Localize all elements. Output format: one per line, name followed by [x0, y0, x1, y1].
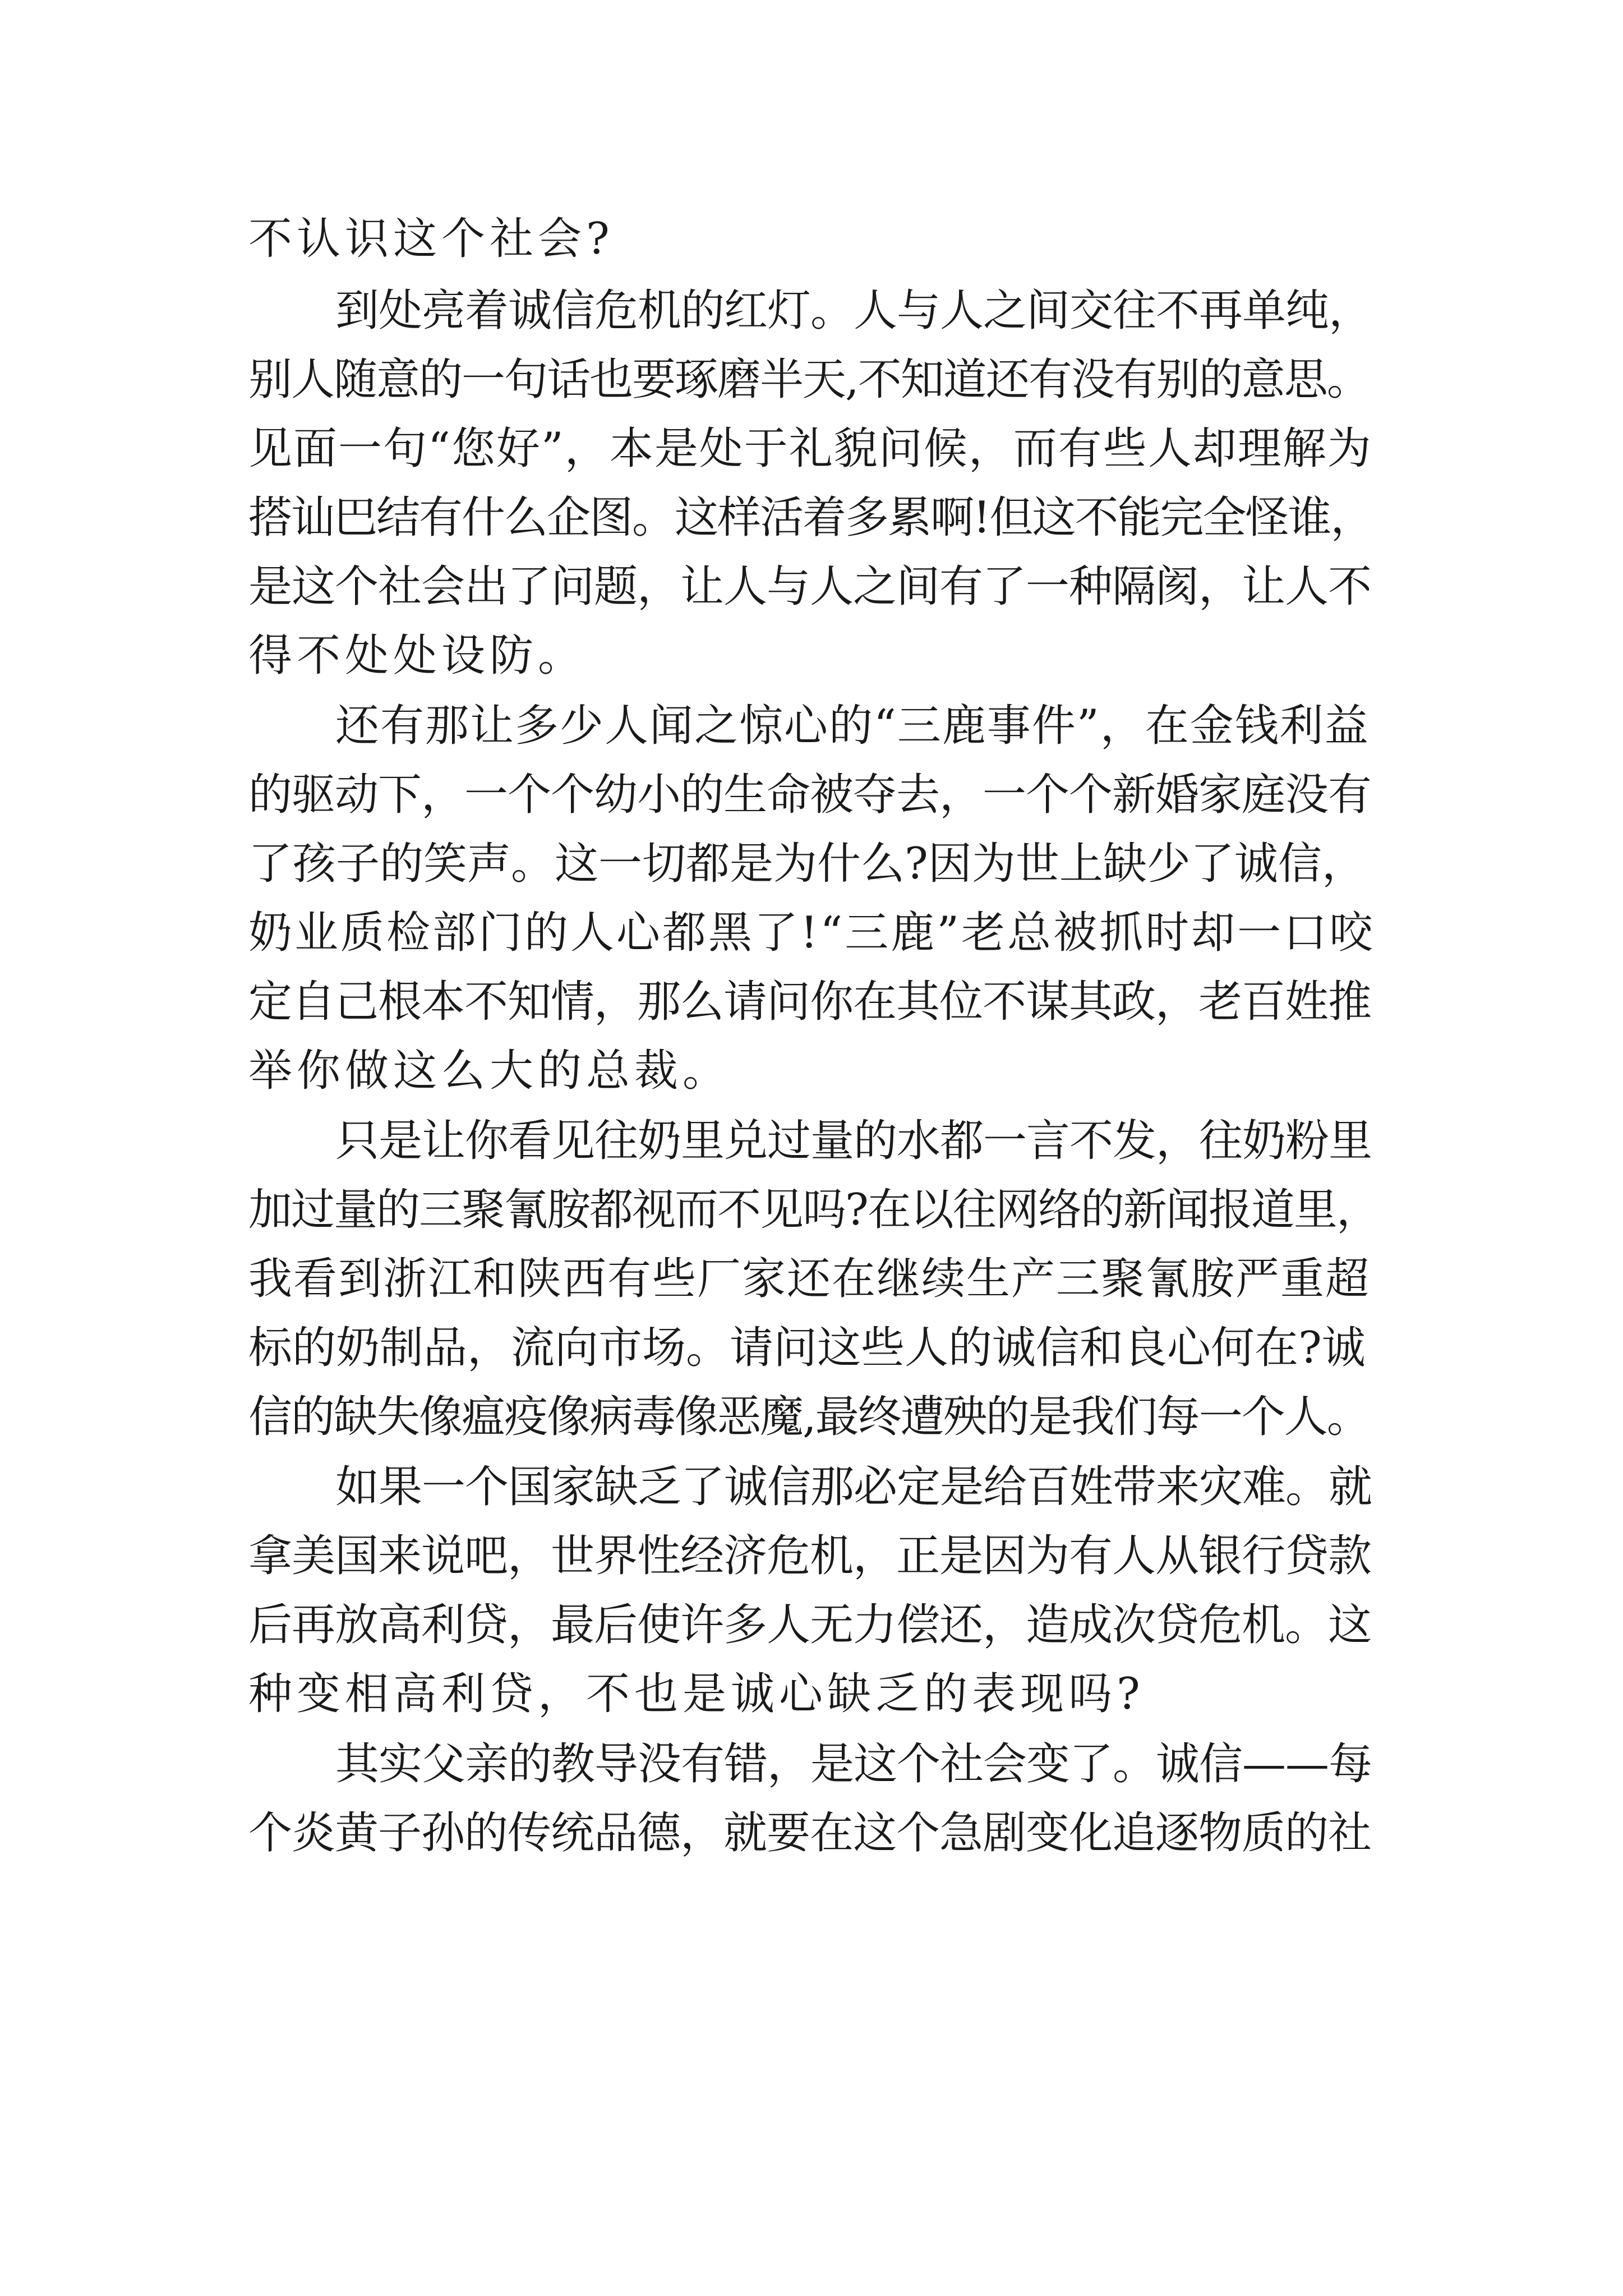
- text-line: 的驱动下，一个个幼小的生命被夺去，一个个新婚家庭没有: [248, 770, 1372, 820]
- text-line: 其实父亲的教导没有错，是这个社会变了。诚信——每: [335, 1739, 1372, 1789]
- text-line: 加过量的三聚氰胺都视而不见吗?在以往网络的新闻报道里，: [248, 1185, 1379, 1235]
- text-line: 信的缺失像瘟疫像病毒像恶魔,最终遭殃的是我们每一个人。: [248, 1392, 1370, 1442]
- text-line: 种变相高利贷，不也是诚心缺乏的表现吗?: [248, 1669, 1145, 1719]
- text-line: 搭讪巴结有什么企图。这样活着多累啊!但这不能完全怪谁，: [248, 493, 1373, 543]
- text-line: 得不处处设防。: [248, 631, 587, 681]
- text-line: 还有那让多少人闻之惊心的“三鹿事件”，在金钱利益: [335, 701, 1370, 751]
- text-line: 后再放高利贷，最后使许多人无力偿还，造成次贷危机。这: [248, 1600, 1372, 1650]
- text-line: 我看到浙江和陕西有些厂家还在继续生产三聚氰胺严重超: [248, 1254, 1371, 1304]
- text-line: 定自己根本不知情，那么请问你在其位不谋其政，老百姓推: [248, 977, 1372, 1027]
- text-line: 拿美国来说吧，世界性经济危机，正是因为有人从银行贷款: [248, 1531, 1372, 1581]
- text-line: 到处亮着诚信危机的红灯。人与人之间交往不再单纯，: [335, 286, 1372, 336]
- text-line: 奶业质检部门的人心都黑了!“三鹿”老总被抓时却一口咬: [248, 908, 1376, 958]
- text-line: 只是让你看见往奶里兑过量的水都一言不发，往奶粉里: [335, 1116, 1372, 1166]
- text-line: 如果一个国家缺乏了诚信那必定是给百姓带来灾难。就: [335, 1462, 1372, 1512]
- text-line: 别人随意的一句话也要琢磨半天,不知道还有没有别的意思。: [248, 355, 1370, 405]
- text-line: 了孩子的笑声。这一切都是为什么?因为世上缺少了诚信，: [248, 839, 1366, 889]
- text-line: 见面一句“您好”，本是处于礼貌问候，而有些人却理解为: [248, 424, 1372, 474]
- text-line: 标的奶制品，流向市场。请问这些人的诚信和良心何在?诚: [248, 1323, 1366, 1373]
- text-line: 是这个社会出了问题，让人与人之间有了一种隔阂，让人不: [248, 562, 1372, 612]
- text-line: 不认识这个社会?: [248, 214, 614, 264]
- text-line: 个炎黄子孙的传统品德，就要在这个急剧变化追逐物质的社: [248, 1808, 1372, 1858]
- text-line: 举你做这么大的总裁。: [248, 1046, 731, 1096]
